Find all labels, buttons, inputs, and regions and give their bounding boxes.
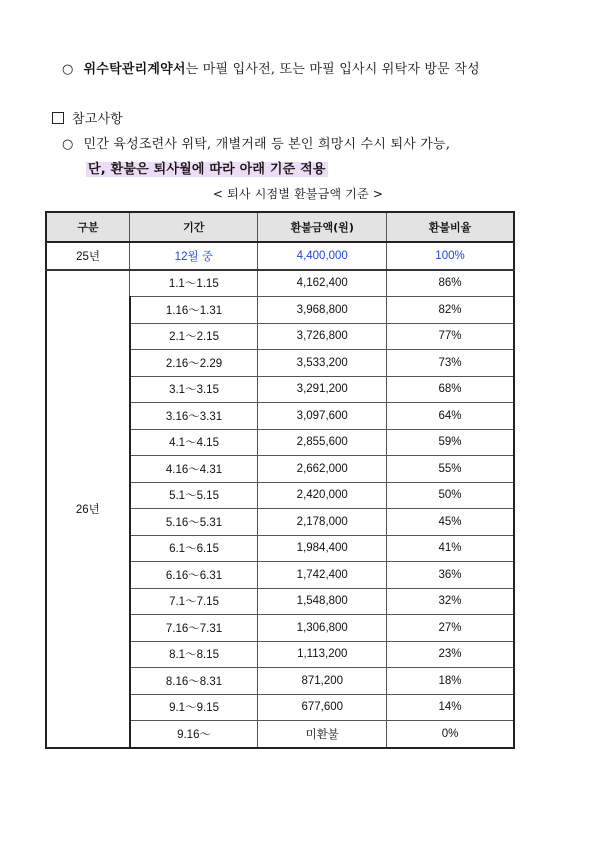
- amount-cell: 3,533,200: [258, 350, 387, 377]
- header-rate: 환불비율: [387, 212, 514, 242]
- rate-cell: 77%: [387, 323, 514, 350]
- rate-cell: 82%: [387, 297, 514, 324]
- group-cell: 26년: [46, 270, 130, 748]
- period-cell: 5.16～5.31: [130, 509, 258, 536]
- period-cell: 3.1～3.15: [130, 376, 258, 403]
- header-period: 기간: [130, 212, 258, 242]
- refund-table: [45, 211, 515, 749]
- rate-cell: 23%: [387, 641, 514, 668]
- period-cell: 2.1～2.15: [130, 323, 258, 350]
- amount-cell: 1,984,400: [258, 535, 387, 562]
- amount-cell: 2,855,600: [258, 429, 387, 456]
- period-cell: 4.1～4.15: [130, 429, 258, 456]
- amount-cell: 미환불: [258, 721, 387, 748]
- circle-bullet-icon: ○: [62, 62, 74, 77]
- amount-cell: 871,200: [258, 668, 387, 695]
- period-cell: 12월 중: [130, 242, 258, 270]
- rate-cell: 68%: [387, 376, 514, 403]
- section-title: 참고사항: [72, 112, 124, 127]
- period-cell: 9.1～9.15: [130, 694, 258, 721]
- rate-cell: 45%: [387, 509, 514, 536]
- rate-cell: 27%: [387, 615, 514, 642]
- amount-cell: 4,400,000: [258, 242, 387, 270]
- rate-cell: 100%: [387, 242, 514, 270]
- period-cell: 9.16～: [130, 721, 258, 748]
- amount-cell: 3,097,600: [258, 403, 387, 430]
- rate-cell: 59%: [387, 429, 514, 456]
- period-cell: 7.16～7.31: [130, 615, 258, 642]
- circle-bullet-icon: ○: [62, 137, 74, 152]
- amount-cell: 2,420,000: [258, 482, 387, 509]
- period-cell: 5.1～5.15: [130, 482, 258, 509]
- amount-cell: 1,742,400: [258, 562, 387, 589]
- refund-highlight-text: 단, 환불은 퇴사월에 따라 아래 기준 적용: [88, 162, 326, 177]
- contract-note-line: [62, 58, 480, 77]
- amount-cell: 3,291,200: [258, 376, 387, 403]
- rate-cell: 14%: [387, 694, 514, 721]
- amount-cell: 2,662,000: [258, 456, 387, 483]
- header-group: 구분: [46, 212, 130, 242]
- period-cell: 4.16～4.31: [130, 456, 258, 483]
- contract-name: 위수탁관리계약서: [83, 62, 186, 77]
- period-cell: 2.16～2.29: [130, 350, 258, 377]
- period-cell: 3.16～3.31: [130, 403, 258, 430]
- rate-cell: 86%: [387, 270, 514, 297]
- amount-cell: 3,726,800: [258, 323, 387, 350]
- period-cell: 6.16～6.31: [130, 562, 258, 589]
- amount-cell: 677,600: [258, 694, 387, 721]
- period-cell: 6.1～6.15: [130, 535, 258, 562]
- period-cell: 1.16～1.31: [130, 297, 258, 324]
- group-cell: 25년: [46, 242, 130, 270]
- rate-cell: 50%: [387, 482, 514, 509]
- period-cell: 8.16～8.31: [130, 668, 258, 695]
- amount-cell: 4,162,400: [258, 270, 387, 297]
- withdrawal-note-line: [62, 133, 450, 152]
- checkbox-square-icon: [52, 112, 64, 124]
- rate-cell: 18%: [387, 668, 514, 695]
- amount-cell: 3,968,800: [258, 297, 387, 324]
- table-row: [46, 242, 514, 270]
- header-amount: 환불금액(원): [258, 212, 387, 242]
- amount-cell: 2,178,000: [258, 509, 387, 536]
- table-row: [46, 270, 514, 297]
- rate-cell: 0%: [387, 721, 514, 748]
- period-cell: 7.1～7.15: [130, 588, 258, 615]
- section-heading: [52, 108, 123, 127]
- rate-cell: 41%: [387, 535, 514, 562]
- rate-cell: 55%: [387, 456, 514, 483]
- period-cell: 1.1～1.15: [130, 270, 258, 297]
- table-caption: < 퇴사 시점별 환불금액 기준 >: [212, 187, 384, 201]
- amount-cell: 1,113,200: [258, 641, 387, 668]
- rate-cell: 73%: [387, 350, 514, 377]
- rate-cell: 32%: [387, 588, 514, 615]
- rate-cell: 64%: [387, 403, 514, 430]
- table-header-row: [46, 212, 514, 242]
- contract-note-text: 는 마필 입사전, 또는 마필 입사시 위탁자 방문 작성: [185, 62, 480, 77]
- amount-cell: 1,306,800: [258, 615, 387, 642]
- amount-cell: 1,548,800: [258, 588, 387, 615]
- withdrawal-note-text: 민간 육성조련사 위탁, 개별거래 등 본인 희망시 수시 퇴사 가능,: [83, 137, 451, 152]
- rate-cell: 36%: [387, 562, 514, 589]
- period-cell: 8.1～8.15: [130, 641, 258, 668]
- refund-note-line: [86, 158, 328, 177]
